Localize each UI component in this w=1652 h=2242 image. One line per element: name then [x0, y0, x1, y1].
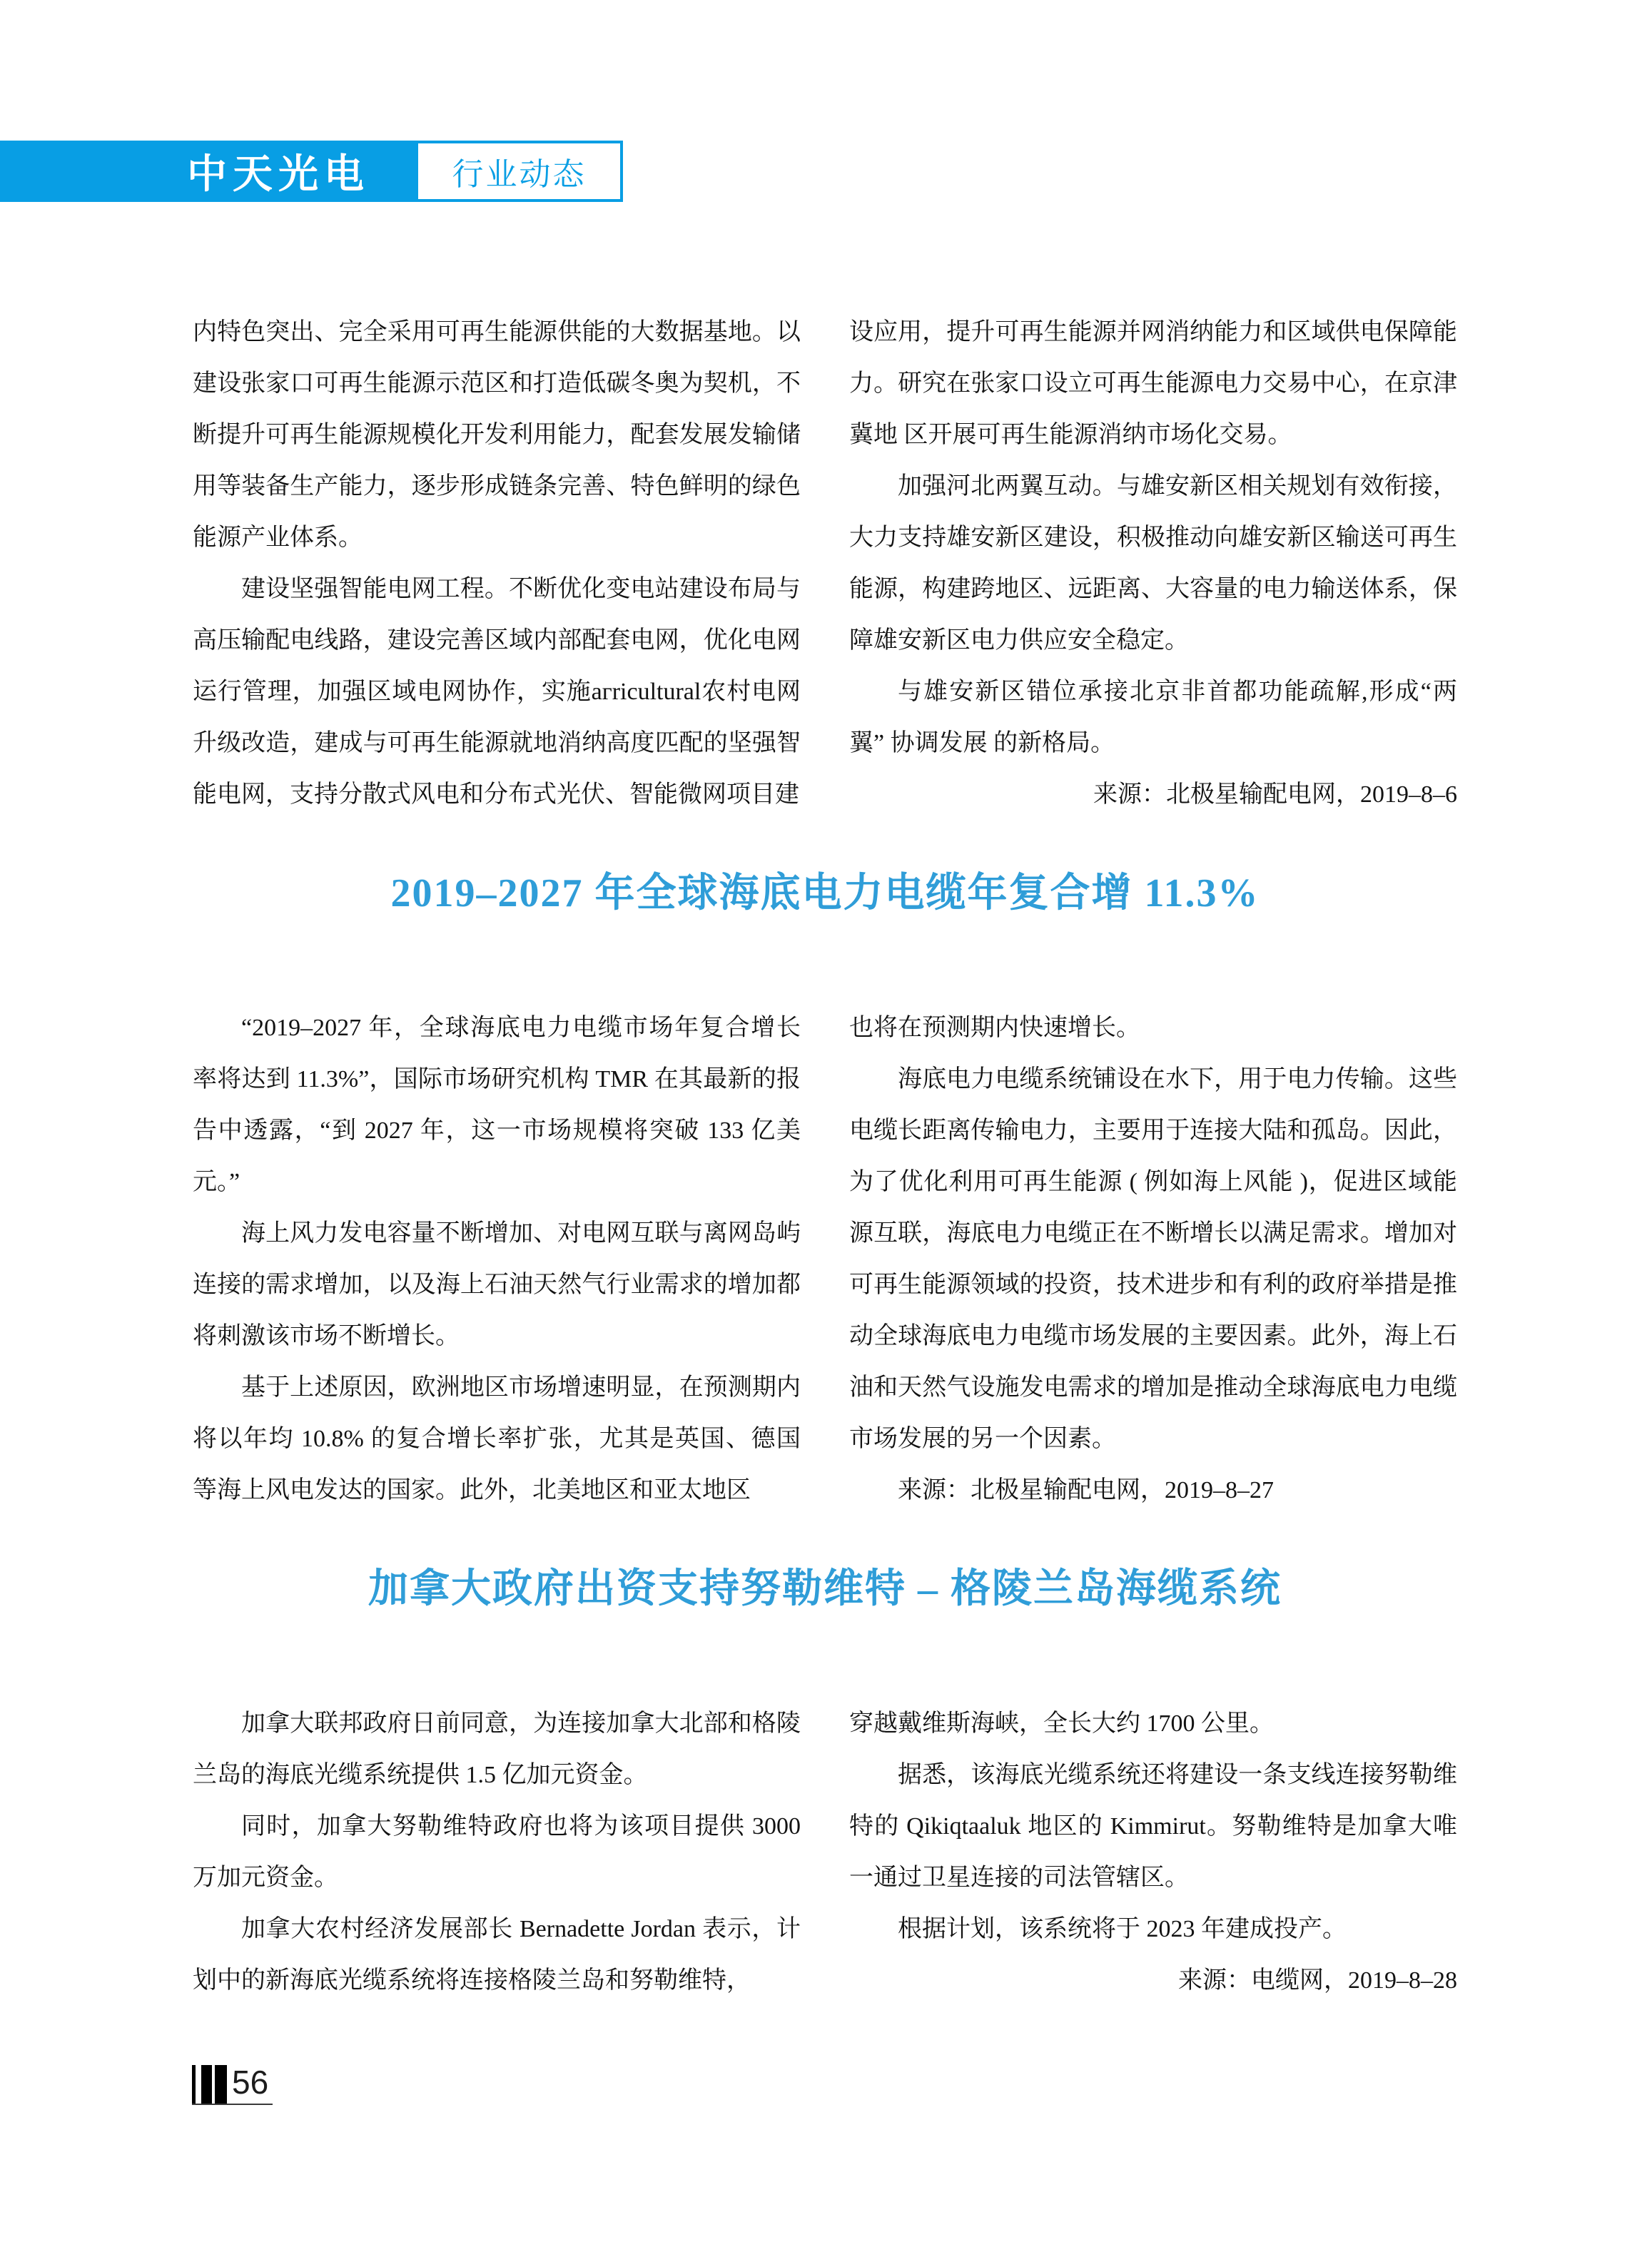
paragraph: 海上风力发电容量不断增加、对电网互联与离网岛屿连接的需求增加，以及海上石油天然气行业需求的增加都将刺激该市场不断增长。	[193, 1220, 801, 1349]
paragraph: 设应用，提升可再生能源并网消纳能力和区域供电保障能力。研究在张家口设立可再生能源电力交易中心，在京津冀地 区开展可再生能源消纳市场化交易。	[849, 319, 1457, 448]
header-brand-bar	[0, 141, 415, 202]
column-right	[849, 307, 1457, 821]
paragraph: 据悉，该海底光缆系统还将建设一条支线连接努勒维特的 Qikiqtaaluk 地区的 Kimmirut。努勒维特是加拿大唯一通过卫星连接的司法管辖区。	[849, 1762, 1457, 1891]
column-right	[849, 1698, 1457, 2007]
source-line: 来源：电缆网，2019–8–28	[1178, 1967, 1457, 1994]
page-number: 56	[232, 2064, 269, 2101]
paragraph: 基于上述原因，欧洲地区市场增速明显，在预测期内将以年均 10.8% 的复合增长率扩张，尤其是英国、德国等海上风电发达的国家。此外，北美地区和亚太地区	[193, 1374, 801, 1503]
paragraph: 加拿大农村经济发展部长 Bernadette Jordan 表示，计划中的新海底光缆系统将连接格陵兰岛和努勒维特，	[193, 1916, 801, 1994]
page-number-bars-icon	[192, 2065, 227, 2104]
paragraph: 根据计划，该系统将于 2023 年建成投产。	[898, 1916, 1347, 1942]
article-canada-nunavut-greenland-cable	[193, 1559, 1457, 2007]
paragraph: 也将在预测期内快速增长。	[849, 1015, 1140, 1041]
article-title: 2019–2027 年全球海底电力电缆年复合增 11.3%	[390, 871, 1260, 915]
brand-logo: 中天光电	[187, 151, 370, 198]
column-right	[849, 1003, 1457, 1516]
article-columns	[193, 1003, 1457, 1516]
source-line: 来源：北极星输配电网，2019–8–27	[898, 1477, 1274, 1503]
paragraph: 加拿大联邦政府日前同意，为连接加拿大北部和格陵兰岛的海底光缆系统提供 1.5 亿加元资金。	[193, 1710, 801, 1788]
column-left	[193, 1698, 801, 2007]
paragraph: “2019–2027 年，全球海底电力电缆市场年复合增长率将达到 11.3%”，国际市场研究机构 TMR 在其最新的报告中透露，“到 2027 年，这一市场规模将突破 133 亿美元。”	[193, 1015, 801, 1195]
paragraph: 海底电力电缆系统铺设在水下，用于电力传输。这些电缆长距离传输电力，主要用于连接大陆和孤岛。因此，为了优化利用可再生能源 ( 例如海上风能 )，促进区域能源互联，海底电力电缆正在不断增长以满足需求。增加对可再生能源领域的投资，技术进步和有利的政府举措是推动全球海底电力电缆市场发展的主要因素。此外，海上石油和天然气设施发电需求的增加是推动全球海底电力电缆市场发展的另一个因素。	[849, 1066, 1457, 1452]
section-tab-label: 行业动态	[452, 157, 587, 192]
paragraph: 建设坚强智能电网工程。不断优化变电站建设布局与高压输配电线路，建设完善区域内部配套电网，优化电网运行管理，加强区域电网协作，实施агricultural农村电网升级改造，建成与可再生能源就地消纳高度匹配的坚强智能电网，支持分散式风电和分布式光伏、智能微网项目建	[193, 576, 801, 808]
article-hebei-grid-plan-continued	[193, 307, 1457, 821]
paragraph: 内特色突出、完全采用可再生能源供能的大数据基地。以建设张家口可再生能源示范区和打造低碳冬奥为契机，不断提升可再生能源规模化开发利用能力，配套发展发输储用等装备生产能力，逐步形成链条完善、特色鲜明的绿色能源产业体系。	[193, 319, 801, 551]
article-submarine-power-cable-cagr	[193, 863, 1457, 1516]
footer-rule	[192, 2104, 273, 2105]
article-columns	[193, 1698, 1457, 2007]
paragraph: 加强河北两翼互动。与雄安新区相关规划有效衔接，大力支持雄安新区建设，积极推动向雄安新区输送可再生能源，构建跨地区、远距离、大容量的电力输送体系，保障雄安新区电力供应安全稳定。	[849, 473, 1457, 654]
column-left	[193, 307, 801, 821]
paragraph: 与雄安新区错位承接北京非首都功能疏解,形成“两翼” 协调发展 的新格局。	[849, 679, 1457, 756]
section-tab	[415, 141, 623, 202]
paragraph: 穿越戴维斯海峡，全长大约 1700 公里。	[849, 1710, 1274, 1737]
article-title: 加拿大政府出资支持努勒维特 – 格陵兰岛海缆系统	[368, 1567, 1282, 1611]
paragraph: 同时，加拿大努勒维特政府也将为该项目提供 3000 万加元资金。	[193, 1813, 801, 1891]
column-left	[193, 1003, 801, 1516]
articles-area	[193, 307, 1457, 2007]
article-columns	[193, 307, 1457, 821]
source-line: 来源：北极星输配电网，2019–8–6	[1093, 781, 1457, 808]
